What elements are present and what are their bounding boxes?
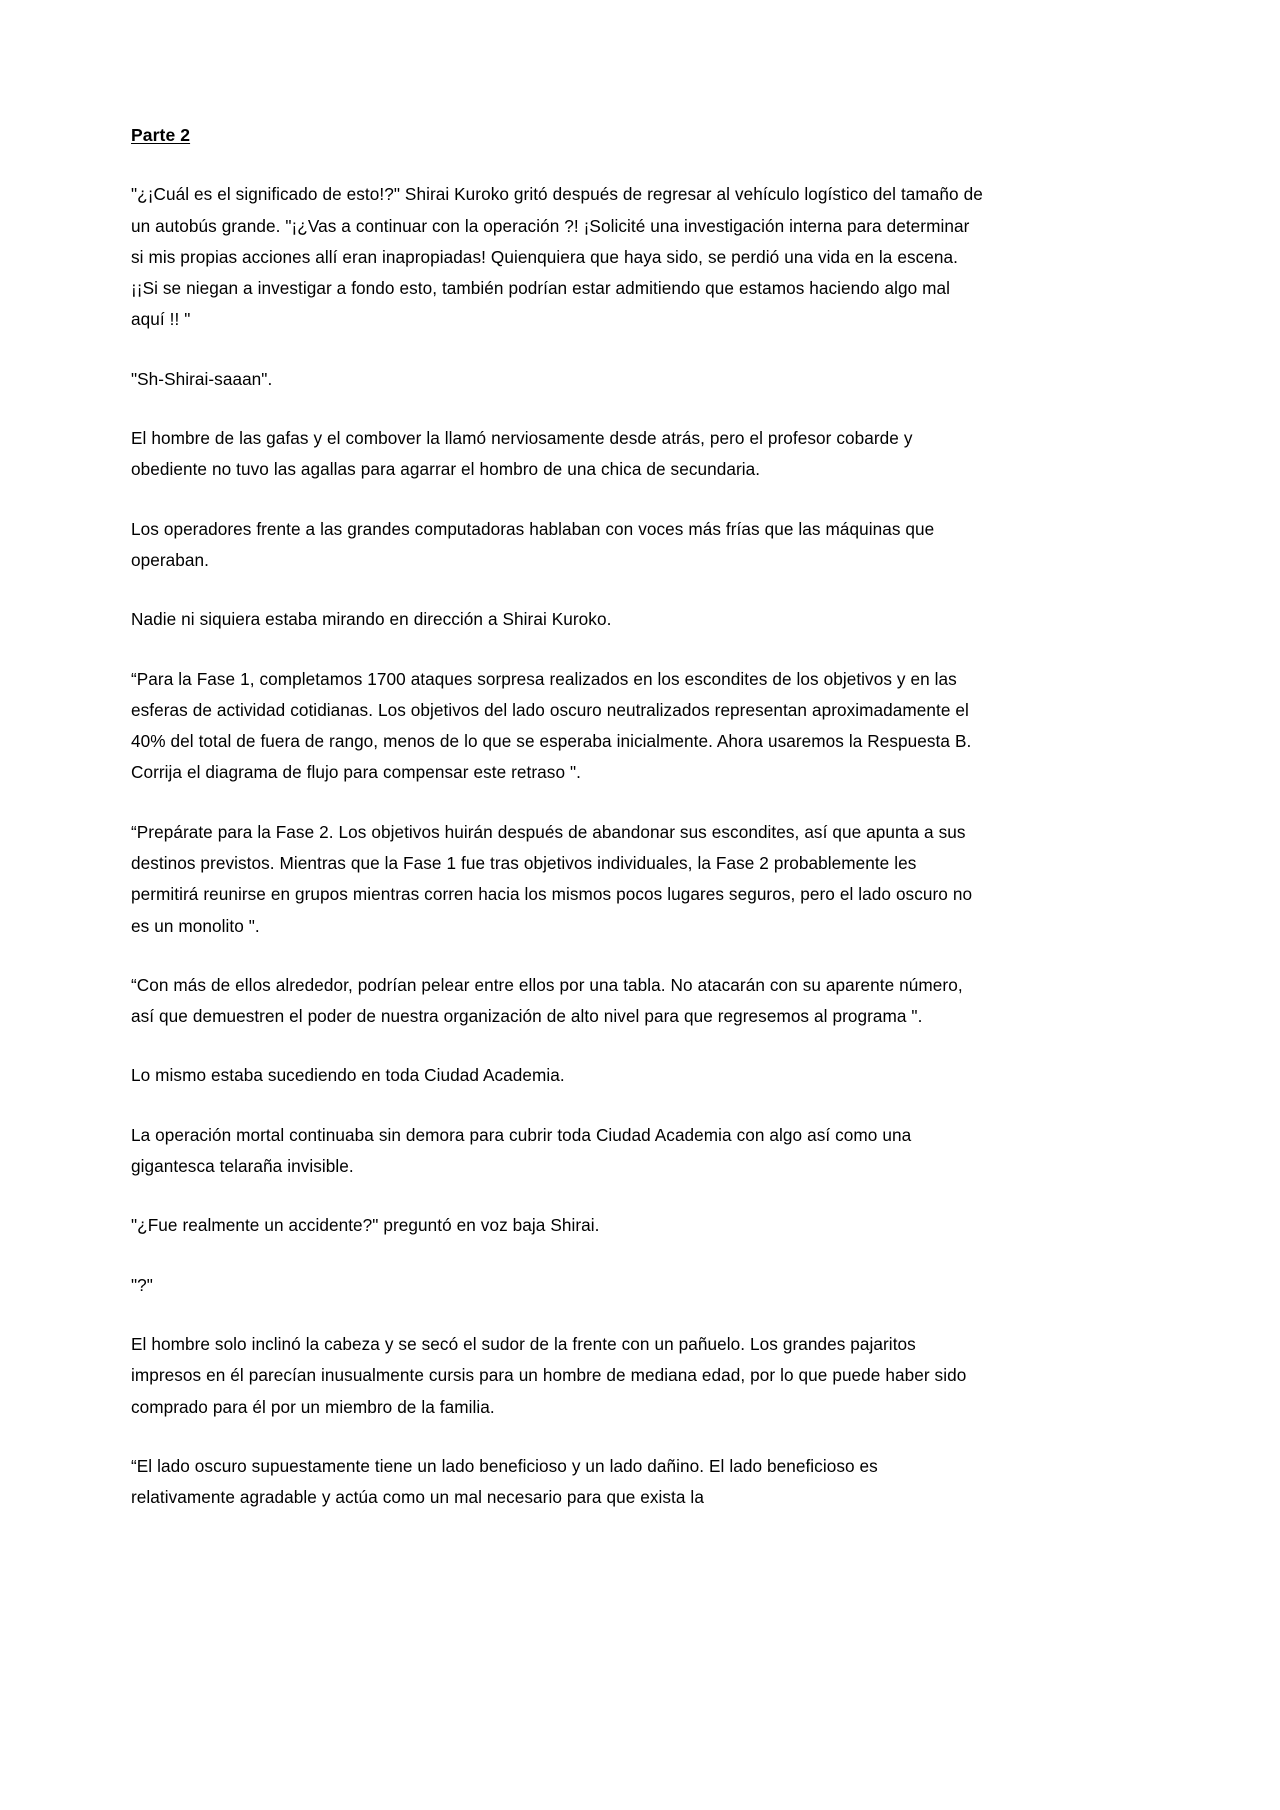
paragraph-2: "Sh-Shirai-saaan".: [131, 368, 273, 389]
paragraph-7: “Prepárate para la Fase 2. Los objetivos huirán después de abandonar sus escondites, así que apunta a sus destinos previstos. Mientras que la Fase 1 fue tras objetivos individuales, la Fase 2 probablemente les permitirá reunirse en grupos mientras corren hacia los mismos pocos lugares seguros, pero el lado oscuro no es un monolito ".: [131, 821, 973, 936]
paragraph-8: “Con más de ellos alrededor, podrían pelear entre ellos por una tabla. No atacarán con su aparente número, así que demuestren el poder de nuestra organización de alto nivel para que regresemos al programa ".: [131, 974, 963, 1027]
paragraph-10: La operación mortal continuaba sin demora para cubrir toda Ciudad Academia con algo así como una gigantesca telaraña invisible.: [131, 1124, 912, 1177]
paragraph-5: Nadie ni siquiera estaba mirando en dirección a Shirai Kuroko.: [131, 609, 612, 630]
page-title: Parte 2: [131, 125, 191, 145]
paragraph-9: Lo mismo estaba sucediendo en toda Ciudad Academia.: [131, 1065, 565, 1086]
paragraph-3: El hombre de las gafas y el combover la llamó nerviosamente desde atrás, pero el profesor cobarde y obediente no tuvo las agallas para agarrar el hombro de una chica de secundaria.: [131, 428, 913, 480]
paragraph-6: “Para la Fase 1, completamos 1700 ataques sorpresa realizados en los escondites de los objetivos y en las esferas de actividad cotidianas. Los objetivos del lado oscuro neutralizados representan aproximadamente el 40% del total de fuera de rango, menos de lo que se esperaba inicialmente. Ahora usaremos la Respuesta B. Corrija el diagrama de flujo para compensar este retraso ".: [131, 668, 972, 783]
paragraph-14: “El lado oscuro supuestamente tiene un lado beneficioso y un lado dañino. El lado beneficioso es relativamente agradable y actúa como un mal necesario para que exista la: [131, 1455, 878, 1508]
paragraph-11: "¿Fue realmente un accidente?" preguntó en voz baja Shirai.: [131, 1215, 600, 1236]
paragraph-13: El hombre solo inclinó la cabeza y se secó el sudor de la frente con un pañuelo. Los grandes pajaritos impresos en él parecían inusualmente cursis para un hombre de mediana edad, por lo que puede haber sido comprado para él por un miembro de la familia.: [131, 1333, 967, 1417]
paragraph-4: Los operadores frente a las grandes computadoras hablaban con voces más frías que las máquinas que operaban.: [131, 518, 935, 570]
paragraph-1: "¿¡Cuál es el significado de esto!?" Shirai Kuroko gritó después de regresar al vehículo logístico del tamaño de un autobús grande. "¡¿Vas a continuar con la operación ?! ¡Solicité una investigación interna para determinar si mis propias acciones allí eran inapropiadas! Quienquiera que haya sido, se perdió una vida en la escena. ¡¡Si se niegan a investigar a fondo esto, también podrían estar admitiendo que estamos haciendo algo mal aquí !! ": [131, 184, 983, 330]
document-content: [131, 122, 983, 1513]
paragraph-12: "?": [131, 1274, 153, 1295]
